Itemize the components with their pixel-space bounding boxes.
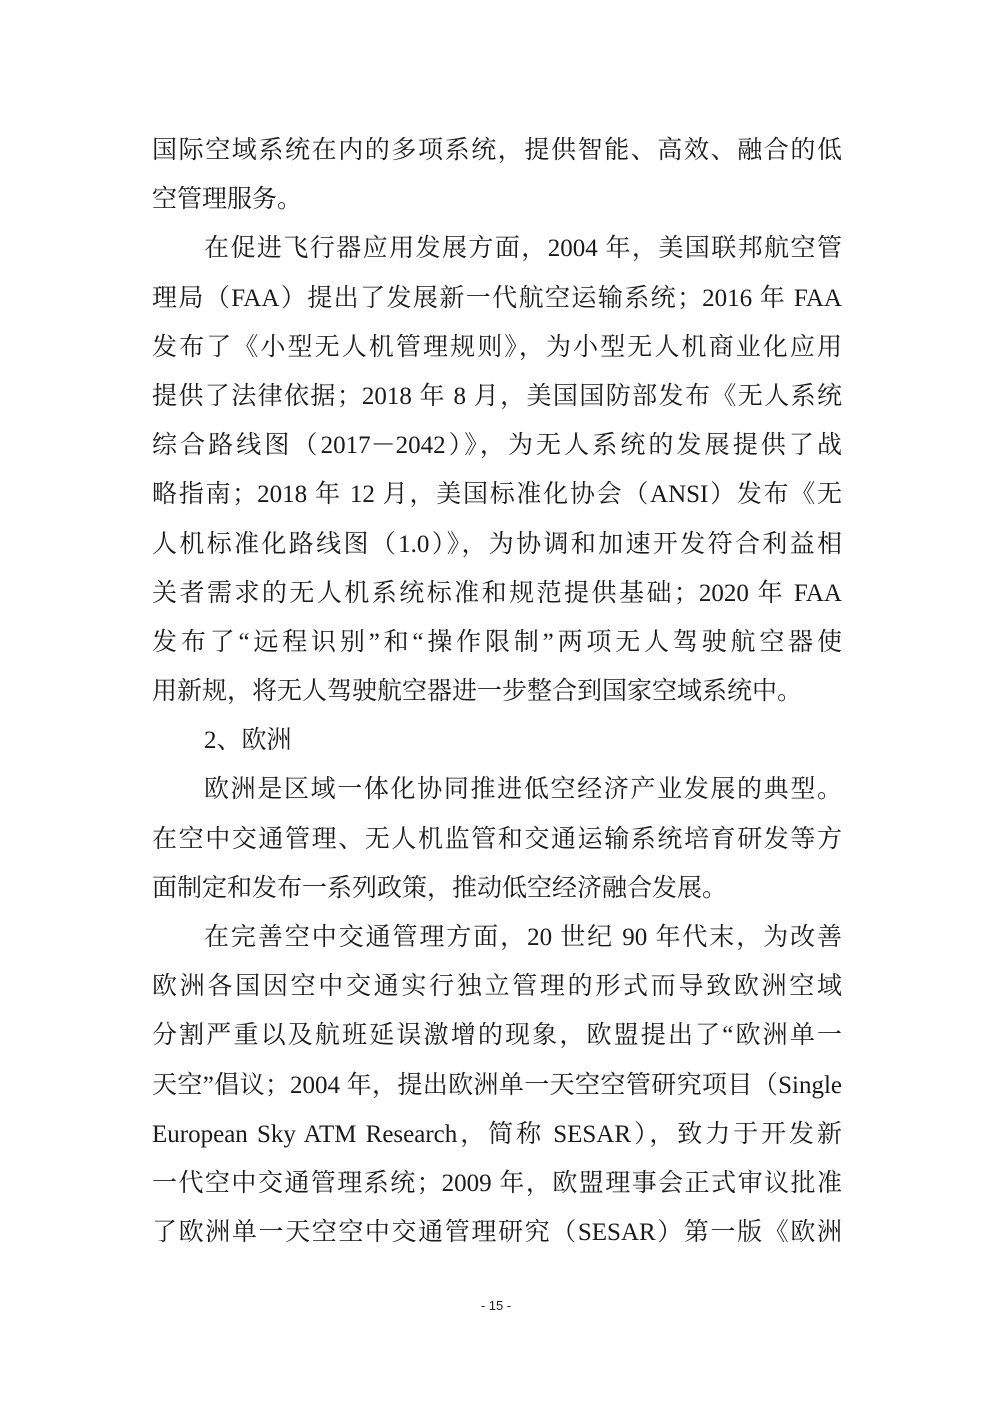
text-line: 天空”倡议；2004 年，提出欧洲单一天空空管研究项目（Single bbox=[152, 1071, 842, 1099]
text-line: European Sky ATM Research，简称 SESAR），致力于开发新 bbox=[152, 1120, 842, 1148]
text-line: 用新规，将无人驾驶航空器进一步整合到国家空域系统中。 bbox=[152, 678, 803, 706]
text-line: 了欧洲单一天空空中交通管理研究（SESAR）第一版《欧洲 bbox=[152, 1219, 842, 1247]
text-line: 空管理服务。 bbox=[152, 186, 303, 214]
text-line: 在完善空中交通管理方面，20 世纪 90 年代末，为改善 bbox=[204, 924, 842, 951]
text-line: 略指南；2018 年 12 月，美国标准化协会（ANSI）发布《无 bbox=[152, 481, 842, 509]
text-line: 欧洲各国因空中交通实行独立管理的形式而导致欧洲空域 bbox=[152, 973, 842, 1001]
text-line: 发布了《小型无人机管理规则》，为小型无人机商业化应用 bbox=[152, 333, 842, 361]
text-line: 关者需求的无人机系统标准和规范提供基础；2020 年 FAA bbox=[152, 579, 842, 607]
text-line: 国际空域系统在内的多项系统，提供智能、高效、融合的低 bbox=[152, 137, 842, 164]
text-line: 人机标准化路线图（1.0）》，为协调和加速开发符合利益相 bbox=[152, 530, 842, 558]
body-text bbox=[152, 126, 842, 1257]
text-line: 2、欧洲 bbox=[204, 727, 292, 755]
page-number: - 15 - bbox=[480, 1298, 512, 1313]
text-line: 综合路线图（2017－2042）》，为无人系统的发展提供了战 bbox=[152, 432, 842, 460]
text-line: 欧洲是区域一体化协同推进低空经济产业发展的典型。 bbox=[204, 776, 842, 804]
text-line: 提供了法律依据；2018 年 8 月，美国国防部发布《无人系统 bbox=[152, 382, 842, 410]
text-line: 在促进飞行器应用发展方面，2004 年，美国联邦航空管 bbox=[204, 235, 842, 263]
text-line: 分割严重以及航班延误激增的现象，欧盟提出了“欧洲单一 bbox=[152, 1022, 842, 1050]
text-line: 发布了“远程识别”和“操作限制”两项无人驾驶航空器使 bbox=[152, 628, 842, 656]
text-line: 理局（FAA）提出了发展新一代航空运输系统；2016 年 FAA bbox=[152, 284, 842, 312]
text-line: 面制定和发布一系列政策，推动低空经济融合发展。 bbox=[152, 874, 728, 902]
text-line: 一代空中交通管理系统；2009 年，欧盟理事会正式审议批准 bbox=[152, 1169, 842, 1197]
text-line: 在空中交通管理、无人机监管和交通运输系统培育研发等方 bbox=[152, 825, 842, 853]
